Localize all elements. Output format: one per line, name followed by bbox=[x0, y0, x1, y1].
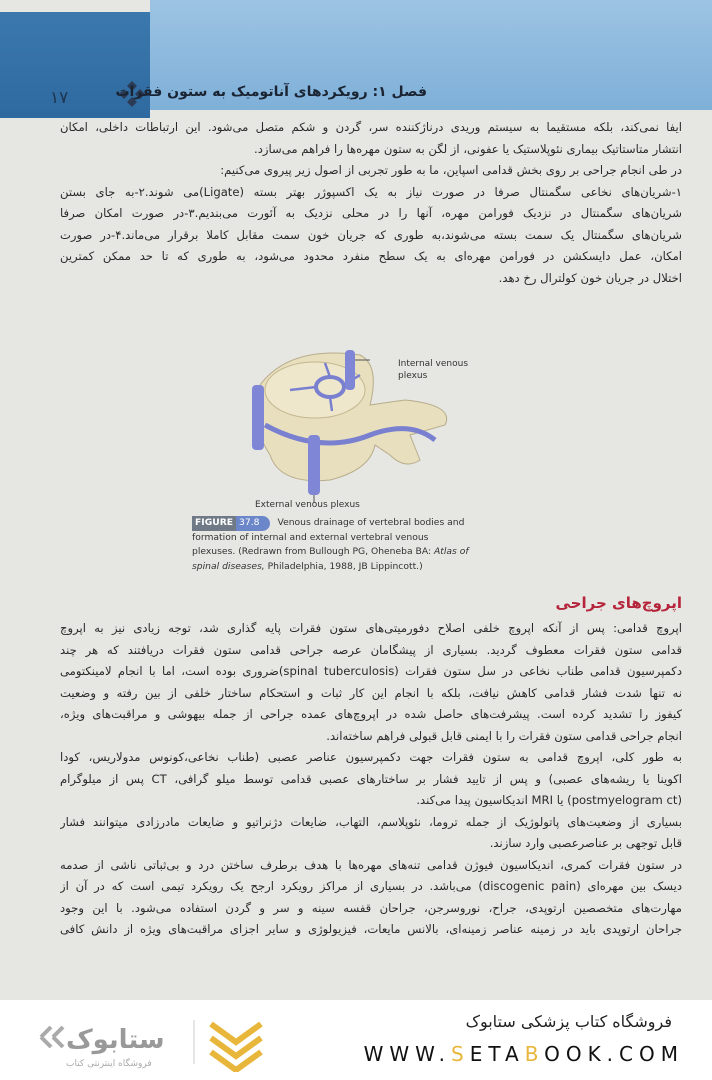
text-line: ۱-شریان‌های نخاعی سگمنتال صرفا در صورت نیاز به یک اکسپوژر بهتر بسته (Ligate)می شوند.۲-به جای بستن bbox=[60, 184, 682, 199]
text-line: در طی انجام جراحی بر روی بخش قدامی اسپاین، ما به طور تجربی از اصول زیر پیروی می‌کنیم: bbox=[220, 163, 682, 177]
store-footer bbox=[0, 1000, 712, 1080]
chapter-title: فصل ۱: رویکردهای آناتومیک به ستون فقرات bbox=[115, 84, 427, 100]
text-line: مهارت‌های متخصصین ارتوپدی، جراح، نوروسرجن، جراحان قفسه سینه و سر و گردن استفاده می‌شود. با این وجود bbox=[60, 900, 682, 915]
text-line: انجام جراحی قدامی ستون فقرات را با ایمنی قابل قبولی فراهم ساخته‌اند. bbox=[326, 728, 682, 743]
caption-text: Venous drainage of vertebral bodies and formation of internal and external vertebral venous plexuses. (Redrawn from Bullough PG, Oheneba BA: bbox=[192, 517, 465, 557]
text-line: به طور کلی، اپروچ قدامی به ستون فقرات جهت دکمپرسیون عناصر عصبی (طناب نخاعی،کونوس مدولاریس، کودا bbox=[60, 750, 682, 764]
label-internal-venous-plexus: Internal venous plexus bbox=[398, 359, 469, 381]
figure-number: 37.8 bbox=[236, 516, 269, 531]
text-line: دکمپرسیون قدامی طناب نخاعی در سل ستون فقرات (spinal tuberculosis)ضروری بوده است، اما با انجام لامینکتومی bbox=[60, 664, 682, 678]
store-url[interactable]: WWW.SETABOOK.COM bbox=[363, 1042, 684, 1066]
page-number: ۱۷ bbox=[50, 88, 69, 108]
text-line: امکان، عمل دایسکشن در فورامن مهره‌ای به یک سطح منفرد محدود می‌شود، به طوری که تا حد ممکن کمترین bbox=[60, 249, 682, 263]
text-line: شریان‌های سگمنتال یک سمت بسته می‌شوند،به طوری که جریان خون سمت مقابل کاملا برقرار می‌ماند.۴-در صورت bbox=[60, 227, 682, 242]
caption-book-title: Atlas of spinal diseases, bbox=[192, 546, 469, 572]
text-line: اکوینا یا ریشه‌های عصبی) و پس از تایید فشار بر ساختارهای عصبی قدامی توسط میلو گرافی، CT پس از میلوگرام bbox=[60, 771, 682, 786]
svg-text:فروشگاه اینترنتی کتاب: فروشگاه اینترنتی کتاب bbox=[66, 1059, 152, 1069]
text-line: انتشار متاستاتیک بیماری نئوپلاستیک یا عفونی، از لگن به ستون مهره‌ها را فراهم می‌سازد. bbox=[254, 141, 682, 156]
text-line: (postmyelogram ct) یا MRI اندیکاسیون پیدا می‌کند. bbox=[416, 793, 682, 807]
text-line: اپروچ قدامی: پس از آنکه اپروچ خلفی اصلاح دفورمیتی‌های ستون فقرات پایه گذاری شد، توجه زیادی نیز به اپروچ bbox=[60, 621, 682, 635]
section-body bbox=[60, 618, 682, 941]
text-line: شریان‌های سگمنتال در نزدیک فورامن مهره، آنها را در محلی نزدیک به آئورت می‌بندیم.۳-در صورت امکان صرفا bbox=[60, 206, 682, 220]
section-heading: اپروچ‌های جراحی bbox=[555, 594, 682, 612]
svg-text:ستابوک: ستابوک bbox=[66, 1025, 165, 1055]
text-line: کیفوز را تشدید کرده است. پیشرفت‌های حاصل شده در اپروچ‌های عمده جراحی از جمله بیهوشی و مراقبت‌های ویژه، bbox=[60, 707, 682, 721]
caption-text-end: Philadelphia, 1988, JB Lippincott.) bbox=[264, 560, 423, 572]
text-line: قدامی ستون فقرات معطوف گردید. بسیاری از پیشگامان عرصه جراحی قدامی ستون فقرات دریافتند که هر چند bbox=[60, 642, 682, 657]
intro-paragraph bbox=[60, 117, 682, 289]
setabook-logo bbox=[36, 1012, 276, 1072]
store-name: فروشگاه کتاب پزشکی ستابوک bbox=[465, 1012, 672, 1031]
text-line: جراحان ارتوپدی باید در زمینه عناصر زمینه‌ای، بالانس مایعات، فیزیولوژی و سایر اجزای مراقبت‌های ویژه از دانش کافی bbox=[60, 922, 682, 936]
text-line: بسیاری از وضعیت‌های پاتولوژیک از جمله تروما، نئوپلاسم، التهاب، ضایعات دژنراتیو و ضایعات مادرزادی میتوانند فشار bbox=[60, 814, 682, 829]
text-line: ایفا نمی‌کند، بلکه مستقیما به سیستم وریدی درناژکننده سر، گردن و شکم متصل می‌شود. این ارتباطات داخلی، امکان bbox=[60, 120, 682, 134]
text-line: اختلال در جریان خون کولترال رخ دهد. bbox=[498, 270, 682, 285]
text-line: نه تنها شدت فشار قدامی کاهش نیافت، بلکه با انجام این کار ثبات و استحکام ساختار خلفی از بین رفته و وضعیت bbox=[60, 685, 682, 700]
text-line: در ستون فقرات کمری، اندیکاسیون فیوژن قدامی تنه‌های مهره‌ها با هدف برطرف ساختن درد و بی‌ثباتی ناشی از صدمه bbox=[60, 857, 682, 872]
text-line: قابل توجهی بر عناصرعصبی وارد سازند. bbox=[489, 836, 682, 850]
text-line: دیسک بین مهره‌ای (discogenic pain) می‌باشد. در بسیاری از مراکز رویکرد ارجح یک رویکرد تیمی است که در آن از bbox=[60, 879, 682, 893]
figure-tag: FIGURE bbox=[192, 516, 236, 531]
label-external-venous-plexus: External venous plexus bbox=[255, 500, 360, 510]
figure-caption bbox=[192, 516, 472, 574]
